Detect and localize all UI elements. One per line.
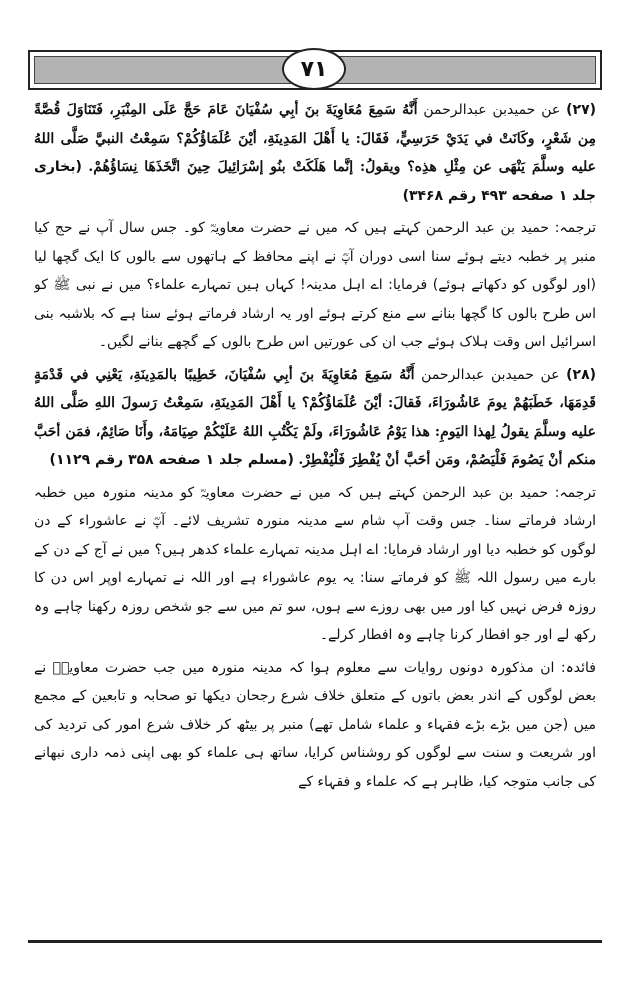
hadith-narrator: عن حمیدبن عبدالرحمن [421,366,560,383]
hadith-narrator: عن حمیدبن عبدالرحمن [423,102,561,118]
hadith-27-translation: ترجمہ: حمید بن عبد الرحمن کہتے ہیں کہ میں نے حضرت معاویہؓ کو۔ جس سال آپ نے حج کیا منبر پر خطبہ دیتے ہوئے سنا اسی دوران آپؓ نے اپنے محافظ کے ہاتھوں سے بالوں کا ایک گچھا لیا (اور لوگوں کو دکھاتے ہوئے) فرمایا: اے اہل مدینہ! کہاں ہیں تمہارے علماء؟ میں نے نبی ﷺ کو اس طرح بالوں کا گچھا بنانے سے منع کرتے ہوئے اور یہ ارشاد فرماتے ہوئے سنا ہے کہ بلاشبہ بنی اسرائیل اس وقت ہلاک ہوئے جب ان کی عورتیں اس طرح بالوں کے گچھے بنانے لگیں۔ [34,220,596,350]
hadith-27 [34,96,596,210]
hadith-reference: (مسلم جلد ۱ صفحه ۳۵۸ رقم ۱۱۲۹) [49,452,294,468]
page-body [34,96,596,926]
footer-divider [28,940,602,943]
hadith-number: (۲۷) [566,102,596,118]
hadith-28-translation: ترجمہ: حمید بن عبد الرحمن کہتے ہیں کہ میں نے حضرت معاویہؓ کو مدینہ منورہ میں خطبہ ارشاد فرماتے سنا۔ جس وقت آپ شام سے مدینہ منورہ تشریف لائے۔ آپؓ نے عاشوراء کے دن لوگوں کو خطبہ دیا اور ارشاد فرمایا: اے اہل مدینہ تمہارے علماء کدھر ہیں؟ میں نے آج کے دن کے بارے میں رسول اللہ ﷺ کو فرماتے سنا: یہ یوم عاشوراء ہے اور اللہ نے تمہارے اوپر اس دن کا روزہ فرض نہیں کیا اور میں بھی روزے سے ہوں، سو تم میں سے جو شخص روزہ رکھنا چاہے وہ رکھ لے اور جو افطار کرنا چاہے وہ افطار کرلے۔ [34,484,596,643]
faida-paragraph: فائدہ: ان مذکورہ دونوں روایات سے معلوم ہوا کہ مدینہ منورہ میں جب حضرت معاویہؓ نے بعض لوگوں کے اندر بعض باتوں کے متعلق خلاف شرع رجحان دیکھا تو صحابہ و تابعین کے مجمع میں (جن میں بڑے بڑے فقہاء و علماء شامل تھے) منبر پر بیٹھ کر خلاف شرع امور کی تردید کی اور شریعت و سنت سے لوگوں کو روشناس کرایا، ساتھ ہی علماء کو بھی اپنی ذمہ داری نبھانے کی جانب متوجہ کیا، ظاہر ہے کہ علماء و فقہاء کے [34,659,596,790]
hadith-reference: (بخاری جلد ۱ صفحه ۴۹۳ رقم ۳۴۶۸) [34,159,596,204]
hadith-arabic-text: أَنَّهُ سَمِعَ مُعَاوِيَةَ بنَ أبِي سُفْيَانَ عَامَ حَجَّ عَلَى المِنْبَرِ، فَتَنَاوَلَ قُصَّةً مِن شَعْرٍ، وكَانَتْ في يَدَيْ حَرَسِيٍّ، فَقَالَ: يا أَهْلَ المَدِينَةِ، أيْنَ عُلَمَاؤُكُمْ؟ سَمِعْتُ النبيَّ صَلَّى اللهُ عليه وسلَّمَ يَنْهَى عن مِثْلِ هذِه؟ ويقولُ: إنَّما هَلَكَتْ بنُو إسْرَائِيلَ حِينَ اتَّخَذَهَا نِسَاؤُهُمْ. [34,102,596,175]
hadith-number: (۲۸) [566,366,596,383]
hadith-28 [34,361,596,475]
page-number: ۷۱ [282,48,346,90]
hadith-arabic-text: أَنَّهُ سَمِعَ مُعَاوِيَةَ بنَ أبِي سُفْيَانَ، خَطِيبًا بالمَدِينَةِ، يَعْنِي في قَدْمَةٍ قَدِمَهَا، خَطَبَهُمْ يومَ عَاشُورَاءَ، فَقالَ: أيْنَ عُلَمَاؤُكُمْ؟ يا أَهْلَ المَدِينَةِ، سَمِعْتُ رَسولَ اللهِ صَلَّى اللهُ عليه وسلَّمَ يقولُ لِهذا اليَومِ: هذا يَوْمُ عَاشُورَاءَ، ولَمْ يَكْتُبِ اللهُ عَلَيْكُمْ صِيَامَهُ، وأَنَا صَائِمٌ، فمَن أحَبَّ منكم أنْ يَصُومَ فَلْيَصُمْ، ومَن أحَبَّ أنْ يُفْطِرَ فَلْيُفْطِرْ. [34,366,596,468]
